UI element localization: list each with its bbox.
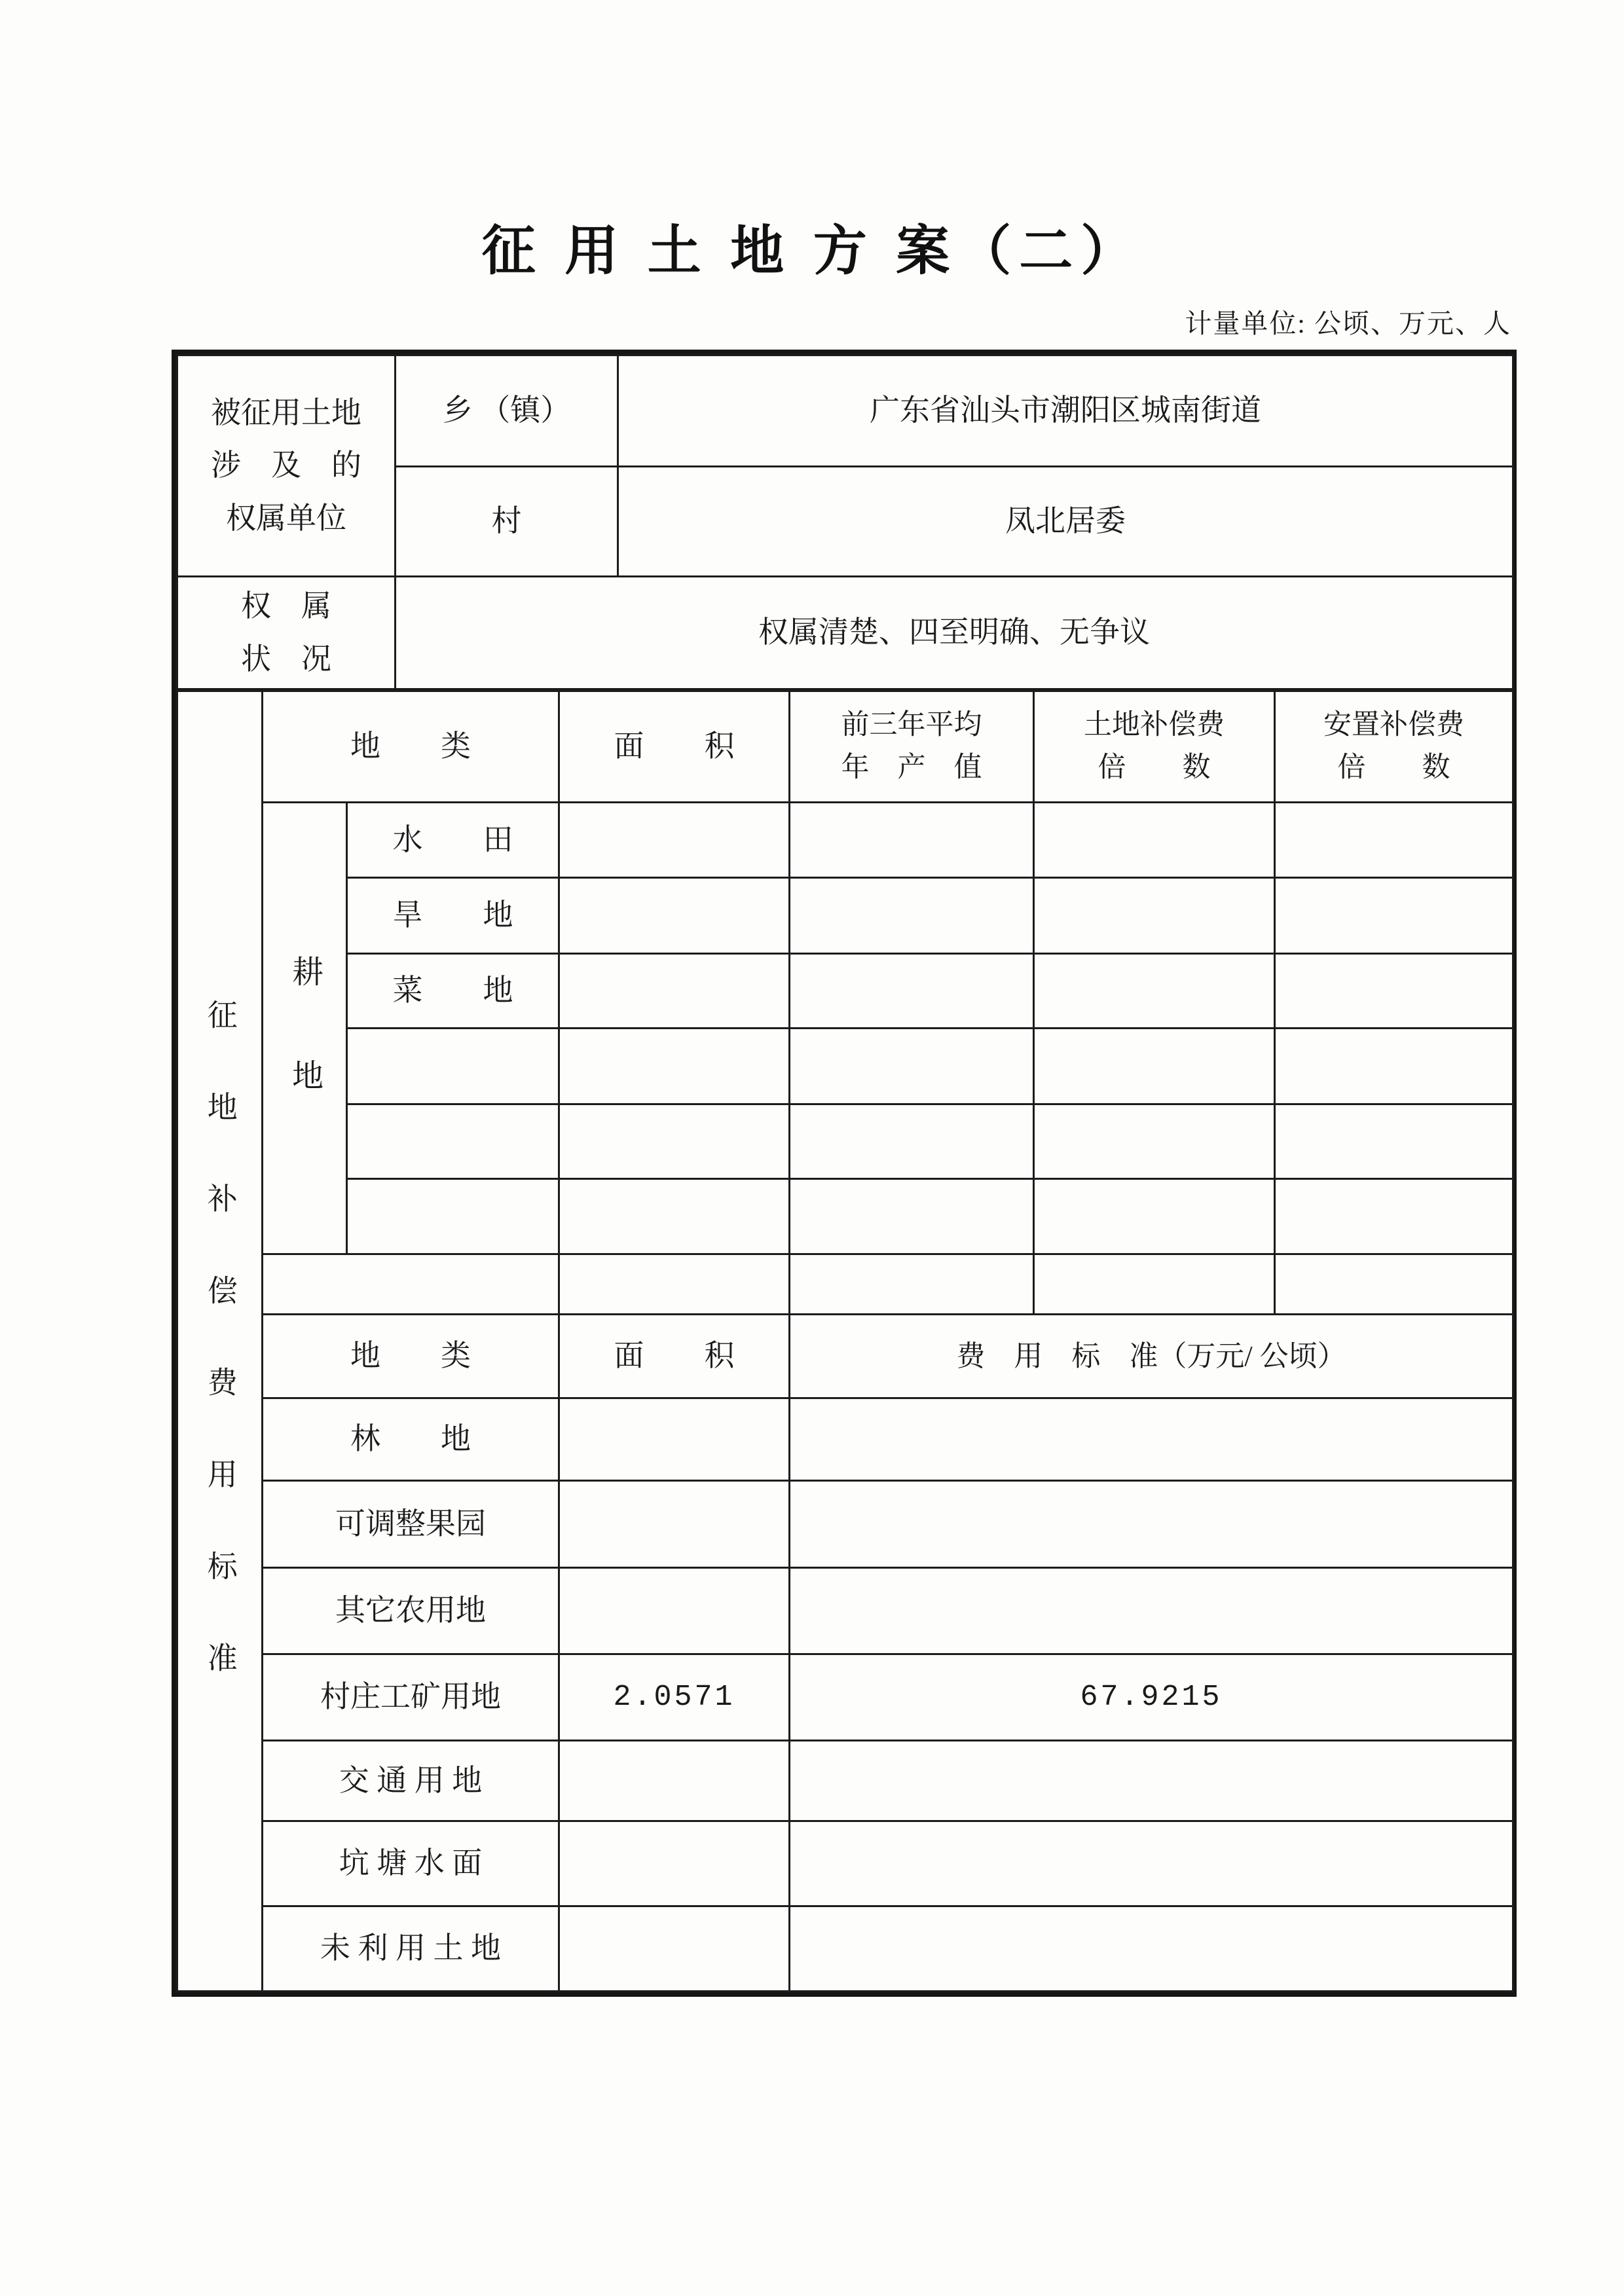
village-mining-label: 村庄工矿用地 [263,1654,559,1741]
header2-land-type: 地 类 [263,1315,559,1398]
other-agricultural-label: 其它农用地 [263,1568,559,1654]
empty-cell [1275,1179,1513,1254]
table-row [177,691,1513,803]
header1-land-type: 地 类 [263,691,559,803]
ownership-unit-label-line1: 被征用土地 [211,395,361,429]
other-agricultural-fee [790,1568,1513,1654]
table-row-forest [177,1398,1513,1481]
empty-cell [790,1254,1034,1315]
ownership-status-label-line2: 状 况 [241,642,331,676]
compensation-table [176,690,1514,1992]
forest-area [559,1398,790,1481]
empty-cell [1034,1104,1275,1179]
dryland-area [559,878,790,954]
forest-label: 林 地 [263,1398,559,1481]
header2-fee-standard: 费 用 标 准（万元/ 公顷） [790,1315,1513,1398]
empty-cell [1034,1029,1275,1104]
land-requisition-form [172,350,1517,1997]
page-title: 征 用 土 地 方 案（二） [481,221,1143,281]
paddy-output [790,803,1034,878]
table-row-village-mining [177,1654,1513,1741]
table-row-spacer [177,1254,1513,1315]
township-value: 广东省汕头市潮阳区城南街道 [618,355,1513,467]
empty-cell [1275,1104,1513,1179]
header1-area: 面 积 [559,691,790,803]
header2-area: 面 积 [559,1315,790,1398]
empty-cell [790,1179,1034,1254]
unused-fee [790,1906,1513,1992]
empty-cell [1034,1254,1275,1315]
table-row [177,577,1513,689]
table-row-header2 [177,1315,1513,1398]
vegetable-area [559,954,790,1029]
header1-resettle-multiple-line1: 安置补偿费 [1323,710,1464,740]
side-label-cell [177,691,263,1992]
township-label: 乡 （镇） [396,355,618,467]
table-row-vegetable [177,954,1513,1029]
unused-area [559,1906,790,1992]
empty-label-cell [347,1179,559,1254]
empty-cell [790,1104,1034,1179]
cultivated-land-vertical [282,883,326,1162]
table-row-empty [177,1029,1513,1104]
header1-land-multiple [1034,691,1275,803]
empty-cell [1275,1029,1513,1104]
table-row [177,355,1513,467]
vegetable-resettle-multiple [1275,954,1513,1029]
vegetable-label: 菜 地 [347,954,559,1029]
transport-fee [790,1741,1513,1821]
ownership-status-value: 权属清楚、四至明确、无争议 [396,577,1513,689]
village-value: 凤北居委 [618,467,1513,577]
unused-label: 未 利 用 土 地 [263,1906,559,1992]
dryland-resettle-multiple [1275,878,1513,954]
dryland-land-multiple [1034,878,1275,954]
village-mining-fee: 67.9215 [790,1654,1513,1741]
adjustable-orchard-area [559,1481,790,1568]
empty-cell [790,1029,1034,1104]
table-row-empty [177,1179,1513,1254]
ownership-status-label-line1: 权 属 [241,589,331,623]
pond-label: 坑 塘 水 面 [263,1821,559,1906]
village-label: 村 [396,467,618,577]
ownership-table [176,354,1514,690]
forest-fee [790,1398,1513,1481]
side-label-vertical: 征地补偿费用标准 [203,998,237,1734]
header1-output-line1: 前三年平均 [841,710,982,740]
adjustable-orchard-fee [790,1481,1513,1568]
empty-label-cell [263,1254,559,1315]
transport-area [559,1741,790,1821]
empty-cell [559,1179,790,1254]
empty-cell [559,1029,790,1104]
table-row-empty [177,1104,1513,1179]
vegetable-land-multiple [1034,954,1275,1029]
dryland-label: 旱 地 [347,878,559,954]
vegetable-output [790,954,1034,1029]
empty-cell [1275,1254,1513,1315]
header1-land-multiple-line1: 土地补偿费 [1084,710,1225,740]
cultivated-char-1: 耕 [287,955,322,1059]
header1-resettle-multiple [1275,691,1513,803]
ownership-unit-label-line2: 涉 及 的 [211,448,361,483]
empty-cell [1034,1179,1275,1254]
paddy-label: 水 田 [347,803,559,878]
header1-land-multiple-line2: 倍 数 [1098,752,1211,783]
empty-cell [559,1254,790,1315]
ownership-status-label [177,577,396,689]
transport-label: 交 通 用 地 [263,1741,559,1821]
dryland-output [790,878,1034,954]
cultivated-char-2: 地 [287,1059,322,1163]
pond-fee [790,1821,1513,1906]
cultivated-land-label [263,803,347,1254]
table-row-dryland [177,878,1513,954]
header1-output-line2: 年 产 值 [841,752,982,783]
table-row-transport [177,1741,1513,1821]
table-row-adjustable-orchard [177,1481,1513,1568]
empty-cell [559,1104,790,1179]
paddy-area [559,803,790,878]
table-row-other-agricultural [177,1568,1513,1654]
table-row-paddy [177,803,1513,878]
table-row-unused [177,1906,1513,1992]
adjustable-orchard-label: 可调整果园 [263,1481,559,1568]
pond-area [559,1821,790,1906]
empty-label-cell [347,1029,559,1104]
ownership-unit-label-line3: 权属单位 [226,501,346,535]
paddy-resettle-multiple [1275,803,1513,878]
village-mining-area: 2.0571 [559,1654,790,1741]
paddy-land-multiple [1034,803,1275,878]
header1-resettle-multiple-line2: 倍 数 [1337,752,1450,783]
ownership-unit-label [177,355,396,577]
empty-label-cell [347,1104,559,1179]
table-row-pond [177,1821,1513,1906]
other-agricultural-area [559,1568,790,1654]
header1-output [790,691,1034,803]
measure-unit-note: 计量单位: 公顷、万元、人 [1185,308,1511,338]
